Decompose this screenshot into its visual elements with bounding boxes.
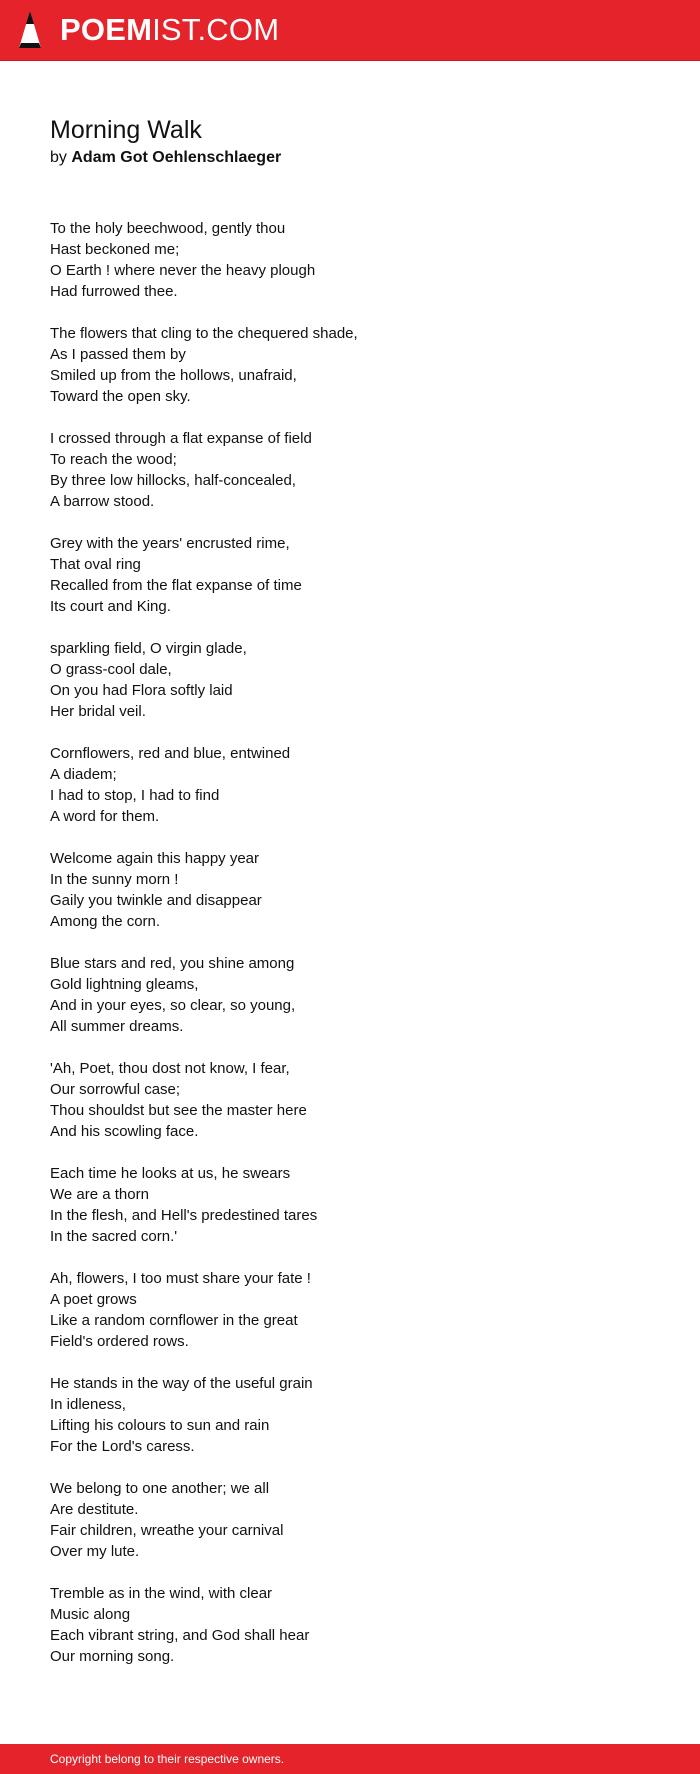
poem-stanza [50,1163,650,1247]
poem-line: sparkling field, O virgin glade, [50,640,247,657]
poem-line: I had to stop, I had to find [50,787,220,804]
poem-stanza [50,533,650,617]
poem-line: A diadem; [50,766,117,783]
poem-line: A barrow stood. [50,493,155,510]
poem-line: 'Ah, Poet, thou dost not know, I fear, [50,1060,290,1077]
poem-line: Hast beckoned me; [50,241,180,258]
poem-line: Thou shouldst but see the master here [50,1102,307,1119]
poem-line: Field's ordered rows. [50,1333,189,1350]
poem-line: Our sorrowful case; [50,1081,181,1098]
poem-stanza [50,848,650,932]
poem-line: That oval ring [50,556,141,573]
poem-line: Each vibrant string, and God shall hear [50,1627,310,1644]
poem-line: And his scowling face. [50,1123,199,1140]
logo-text-light: IST.COM [152,12,280,47]
poem-line: For the Lord's caress. [50,1438,195,1455]
poem-line: Smiled up from the hollows, unafraid, [50,367,297,384]
poem-stanza [50,323,650,407]
poem-line: Toward the open sky. [50,388,191,405]
logo-text-bold: POEM [60,12,153,47]
poem-byline [50,147,281,169]
poem-author: Adam Got Oehlenschlaeger [71,149,282,166]
poem-line: Fair children, wreathe your carnival [50,1522,284,1539]
poem-line: Over my lute. [50,1543,140,1560]
poem-line: Each time he looks at us, he swears [50,1165,291,1182]
poem-line: Ah, flowers, I too must share your fate ! [50,1270,311,1287]
poem-line: Grey with the years' encrusted rime, [50,535,290,552]
poem-line: Are destitute. [50,1501,139,1518]
poem-line: In the sacred corn.' [50,1228,178,1245]
poem-stanza [50,218,650,302]
site-header [0,0,700,61]
poem-line: To reach the wood; [50,451,177,468]
poem-stanza [50,1478,650,1562]
footer-copyright: Copyright belong to their respective owners. [50,1752,285,1766]
site-footer [0,1744,700,1774]
poem-line: O grass-cool dale, [50,661,172,678]
poem-line: Welcome again this happy year [50,850,260,867]
site-logo-link[interactable] [60,11,279,49]
poem-line: Cornflowers, red and blue, entwined [50,745,291,762]
poem-line: A word for them. [50,808,160,825]
poem-line: And in your eyes, so clear, so young, [50,997,296,1014]
byline-label: by [50,149,67,166]
poem-line: In idleness, [50,1396,126,1413]
poem-line: Recalled from the flat expanse of time [50,577,302,594]
poem-line: Had furrowed thee. [50,283,178,300]
poem-line: All summer dreams. [50,1018,184,1035]
poem-stanza [50,1373,650,1457]
poem-stanza [50,743,650,827]
poem-line: We are a thorn [50,1186,149,1203]
poem-stanza [50,1583,650,1667]
pencil-tip-icon[interactable] [18,10,42,50]
poem-line: Among the corn. [50,913,161,930]
poem-line: To the holy beechwood, gently thou [50,220,286,237]
poem-line: We belong to one another; we all [50,1480,270,1497]
poem-line: Gold lightning gleams, [50,976,199,993]
poem-line: By three low hillocks, half-concealed, [50,472,296,489]
poem-line: Tremble as in the wind, with clear [50,1585,273,1602]
poem-stanza [50,638,650,722]
poem-line: Like a random cornflower in the great [50,1312,298,1329]
poem-line: A poet grows [50,1291,137,1308]
poem-line: In the flesh, and Hell's predestined tares [50,1207,318,1224]
poem-line: Our morning song. [50,1648,175,1665]
poem-stanza [50,428,650,512]
poem-line: I crossed through a flat expanse of field [50,430,312,447]
poem-line: Gaily you twinkle and disappear [50,892,262,909]
poem-line: In the sunny morn ! [50,871,179,888]
poem-stanza [50,1268,650,1352]
poem-title: Morning Walk [50,116,202,144]
poem-stanza [50,953,650,1037]
poem-line: Its court and King. [50,598,171,615]
poem-line: Lifting his colours to sun and rain [50,1417,270,1434]
poem-line: He stands in the way of the useful grain [50,1375,313,1392]
poem-line: The flowers that cling to the chequered shade, [50,325,358,342]
poem-line: Her bridal veil. [50,703,146,720]
poem-line: As I passed them by [50,346,186,363]
poem-stanza [50,1058,650,1142]
poem-line: On you had Flora softly laid [50,682,233,699]
poem-body [50,218,650,1688]
poem-line: O Earth ! where never the heavy plough [50,262,316,279]
poem-line: Music along [50,1606,131,1623]
poem-line: Blue stars and red, you shine among [50,955,295,972]
